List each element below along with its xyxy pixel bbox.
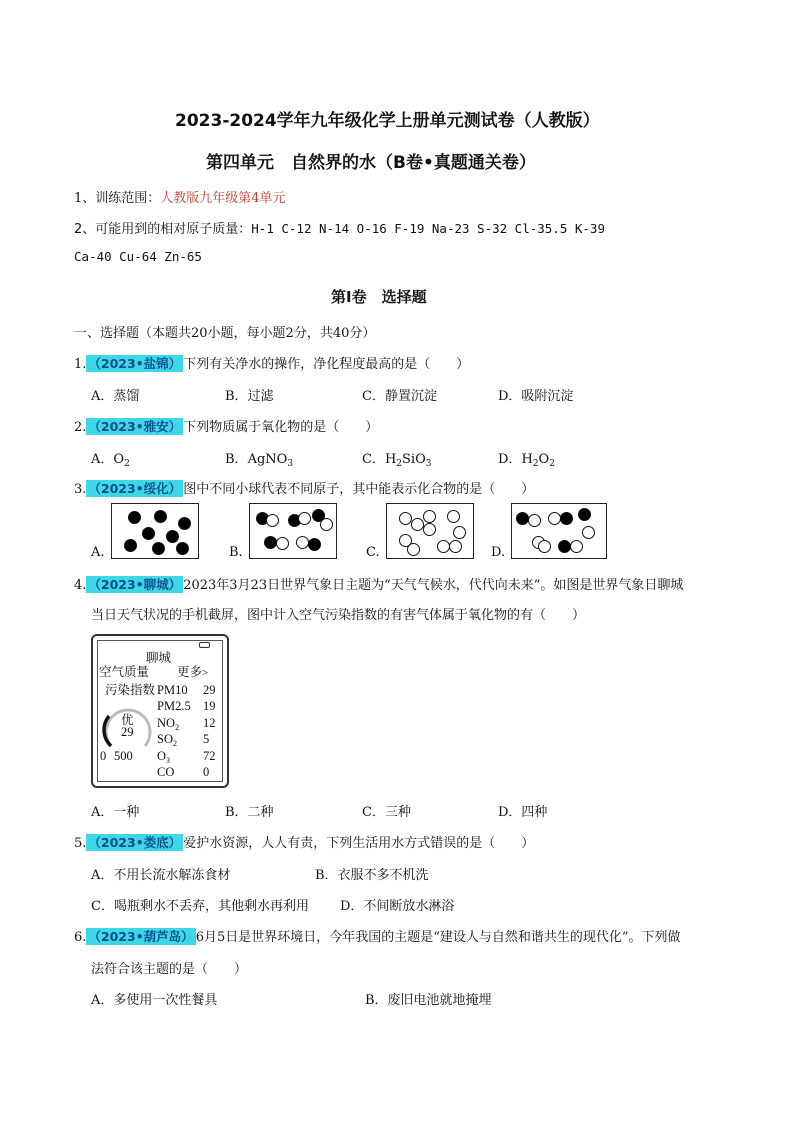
atom-black bbox=[560, 512, 573, 525]
city-name: 聊城 bbox=[146, 651, 172, 665]
question-number: 6. bbox=[74, 930, 87, 945]
pollutant-subscript: 3 bbox=[166, 755, 171, 765]
phone-screenshot bbox=[91, 634, 229, 788]
option-letter: C． bbox=[362, 452, 385, 467]
atom-black bbox=[166, 530, 179, 543]
formula-subscript: 2 bbox=[549, 459, 555, 469]
gauge-value: 29 bbox=[121, 725, 134, 739]
scope-line bbox=[74, 187, 286, 206]
atom-white bbox=[423, 510, 436, 523]
option-a: A．不用长流水解冻食材 bbox=[91, 868, 231, 883]
option-c-label: C. bbox=[366, 545, 380, 560]
source-tag: （2023•雅安） bbox=[88, 419, 182, 434]
question-stem: 图中不同小球代表不同原子，其中能表示化合物的是（ ） bbox=[183, 482, 535, 497]
formula-subscript: 2 bbox=[396, 459, 403, 469]
atomic-mass-prefix: 2、可能用到的相对原子质量： bbox=[74, 222, 252, 237]
source-tag: （2023•聊城） bbox=[88, 577, 182, 592]
particle-box-a bbox=[111, 503, 199, 559]
atomic-mass-line bbox=[74, 218, 605, 237]
pollutant-value: 5 bbox=[203, 732, 210, 747]
option-a: A．一种 bbox=[91, 805, 140, 820]
question-6 bbox=[74, 926, 681, 945]
question-1 bbox=[74, 353, 469, 372]
pollutant-value: 12 bbox=[203, 715, 216, 730]
pollutant-row bbox=[157, 716, 221, 732]
option-a bbox=[91, 448, 130, 469]
option-c: C．喝瓶剩水不丢弃，其他剩水再利用 bbox=[91, 899, 309, 914]
pollutant-value: 19 bbox=[203, 699, 216, 714]
pollutant-name: CO bbox=[157, 765, 175, 779]
section-title: 第Ⅰ卷 选择题 bbox=[331, 288, 427, 306]
atom-black bbox=[152, 542, 165, 555]
formula: H bbox=[384, 452, 397, 467]
option-d: D．四种 bbox=[498, 805, 548, 820]
atom-white bbox=[447, 510, 460, 523]
atom-black bbox=[154, 510, 167, 523]
atom-white bbox=[276, 537, 289, 550]
option-d-label: D. bbox=[491, 545, 506, 560]
formula: H bbox=[521, 452, 533, 467]
chevron-right-icon: > bbox=[202, 667, 209, 679]
question-stem: 下列物质属于氧化物的是（ ） bbox=[183, 420, 379, 435]
formula-subscript: 2 bbox=[124, 459, 130, 469]
source-tag: （2023•绥化） bbox=[88, 481, 182, 496]
more-link[interactable] bbox=[177, 662, 208, 680]
option-b: B．废旧电池就地掩埋 bbox=[365, 993, 492, 1008]
atom-white bbox=[298, 512, 311, 525]
gauge-level: 优 bbox=[121, 713, 134, 727]
particle-box-c bbox=[386, 503, 474, 559]
atom-black bbox=[516, 512, 529, 525]
option-a-label: A. bbox=[91, 545, 105, 560]
air-quality-label: 空气质量 bbox=[99, 665, 150, 679]
question-number: 1. bbox=[74, 357, 87, 372]
particle-box-b bbox=[249, 503, 337, 559]
atomic-mass-line-2: Ca-40 Cu-64 Zn-65 bbox=[74, 249, 202, 264]
atom-white bbox=[407, 543, 420, 556]
exam-title: 2023-2024学年九年级化学上册单元测试卷（人教版） bbox=[175, 111, 600, 131]
atom-white bbox=[538, 540, 551, 553]
pollutant-row bbox=[157, 749, 221, 765]
question-6-line-2: 法符合该主题的是（ ） bbox=[91, 962, 248, 977]
atom-black bbox=[178, 517, 191, 530]
question-2 bbox=[74, 416, 378, 435]
scope-value: 人教版九年级第4单元 bbox=[160, 191, 286, 206]
source-tag: （2023•盐锦） bbox=[88, 356, 182, 371]
atom-black bbox=[124, 539, 137, 552]
atomic-mass-values: H-1 C-12 N-14 O-16 F-19 Na-23 S-32 Cl-35.5 K-39 bbox=[251, 221, 605, 236]
option-b bbox=[225, 448, 293, 469]
formula-subscript: 3 bbox=[287, 459, 294, 469]
atom-white bbox=[296, 536, 309, 549]
scope-prefix: 1、训练范围： bbox=[74, 191, 161, 206]
battery-icon bbox=[199, 642, 210, 648]
atom-white bbox=[320, 518, 333, 531]
option-b: B．衣服不多不机洗 bbox=[315, 868, 429, 883]
formula: AgNO bbox=[247, 452, 288, 467]
formula: SiO bbox=[402, 452, 426, 467]
option-d: D．吸附沉淀 bbox=[498, 389, 574, 404]
section-heading: 一、选择题（本题共20小题，每小题2分，共40分） bbox=[74, 326, 376, 341]
question-stem: 2023年3月23日世界气象日主题为“天气气候水，代代向未来”。如图是世界气象日聊城 bbox=[183, 578, 684, 593]
question-4 bbox=[74, 574, 683, 593]
atom-black bbox=[176, 542, 189, 555]
pollutant-value: 0 bbox=[203, 765, 210, 779]
gauge-min: 0 bbox=[100, 749, 107, 763]
option-b: B．二种 bbox=[225, 805, 274, 820]
pollutant-row bbox=[157, 699, 221, 715]
pollutant-row bbox=[157, 683, 221, 699]
formula: O bbox=[538, 452, 550, 467]
option-letter: A． bbox=[91, 452, 114, 467]
question-number: 2. bbox=[74, 420, 87, 435]
option-c: C．静置沉淀 bbox=[362, 389, 437, 404]
question-number: 5. bbox=[74, 836, 87, 851]
pollution-index-label: 污染指数 bbox=[105, 683, 156, 697]
atom-white bbox=[423, 523, 436, 536]
question-3 bbox=[74, 478, 534, 497]
atom-white bbox=[582, 526, 595, 539]
pollutant-subscript: 2 bbox=[172, 739, 177, 749]
atom-black bbox=[308, 538, 321, 551]
option-d bbox=[498, 448, 555, 469]
formula-subscript: 3 bbox=[425, 459, 432, 469]
pollutant-name: PM10 bbox=[157, 683, 188, 697]
question-stem: 下列有关净水的操作，净化程度最高的是（ ） bbox=[183, 357, 470, 372]
question-5 bbox=[74, 832, 534, 851]
particle-box-d bbox=[511, 503, 607, 559]
pollutant-name: O bbox=[157, 748, 167, 763]
option-b: B．过滤 bbox=[225, 389, 274, 404]
gauge-max: 500 bbox=[114, 749, 133, 763]
atom-white bbox=[453, 526, 466, 539]
more-label: 更多 bbox=[177, 665, 203, 679]
question-stem: 6月5日是世界环境日，今年我国的主题是“建设人与自然和谐共生的现代化”。下列做 bbox=[195, 930, 681, 945]
atom-white bbox=[570, 540, 583, 553]
option-a: A．多使用一次性餐具 bbox=[91, 993, 218, 1008]
option-letter: B． bbox=[225, 452, 248, 467]
question-number: 4. bbox=[74, 578, 87, 593]
option-c: C．三种 bbox=[362, 805, 411, 820]
option-letter: D． bbox=[498, 452, 522, 467]
source-tag: （2023•葫芦岛） bbox=[88, 929, 194, 944]
option-d: D．不间断放水淋浴 bbox=[340, 899, 455, 914]
unit-subtitle: 第四单元 自然界的水（B卷•真题通关卷） bbox=[206, 153, 536, 173]
pollutant-row bbox=[157, 765, 221, 781]
option-c bbox=[362, 448, 432, 469]
pollutant-value: 29 bbox=[203, 683, 216, 697]
atom-black bbox=[578, 508, 591, 521]
option-b-label: B. bbox=[229, 545, 243, 560]
formula-subscript: 2 bbox=[532, 459, 539, 469]
pollutant-name: NO bbox=[157, 715, 176, 730]
pollutant-name: PM2.5 bbox=[157, 699, 191, 714]
option-a: A．蒸馏 bbox=[91, 389, 140, 404]
atom-black bbox=[128, 511, 141, 524]
atom-white bbox=[266, 514, 279, 527]
question-number: 3. bbox=[74, 482, 87, 497]
pollutant-name: SO bbox=[157, 732, 173, 747]
pollutant-subscript: 2 bbox=[175, 722, 180, 732]
formula: O bbox=[113, 452, 125, 467]
atom-black bbox=[142, 527, 155, 540]
pollutant-value: 72 bbox=[203, 748, 216, 763]
source-tag: （2023•娄底） bbox=[88, 835, 182, 850]
atom-white bbox=[528, 514, 541, 527]
atom-white bbox=[449, 540, 462, 553]
question-stem: 爱护水资源，人人有责，下列生活用水方式错误的是（ ） bbox=[183, 836, 535, 851]
question-4-line-2: 当日天气状况的手机截屏，图中计入空气污染指数的有害气体属于氧化物的有（ ） bbox=[91, 608, 586, 623]
pollutant-row bbox=[157, 732, 221, 748]
